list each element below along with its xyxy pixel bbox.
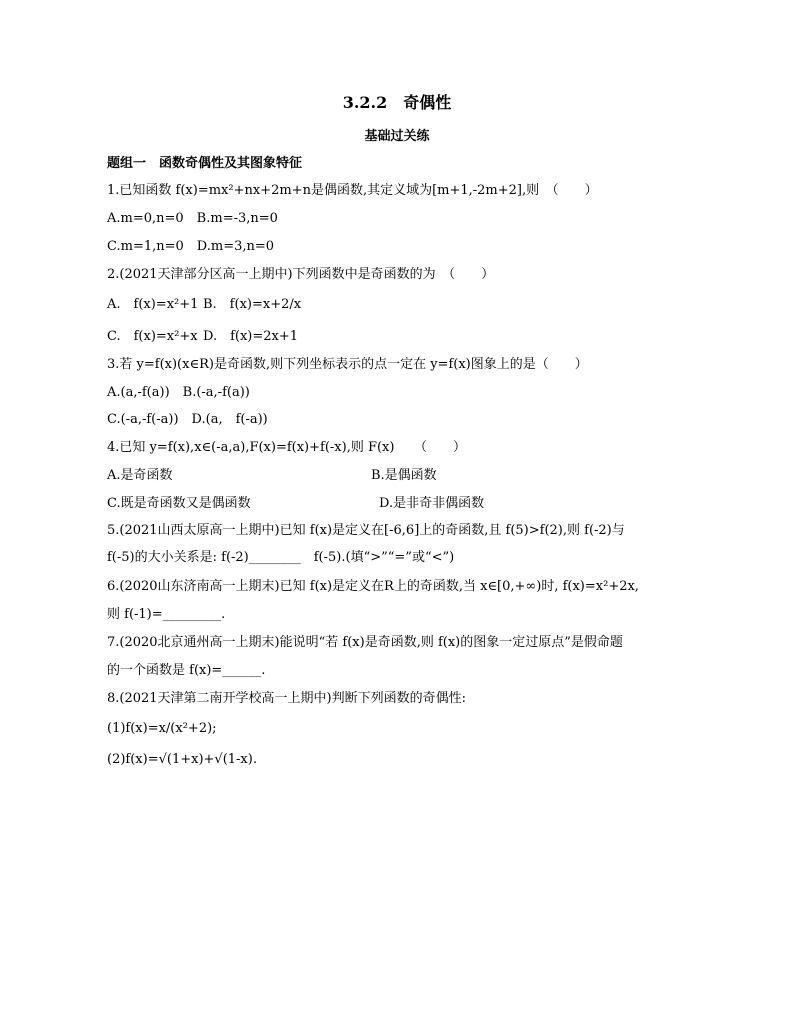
question-2-stem: 2.(2021天津部分区高一上期中)下列函数中是奇函数的为 （ ） bbox=[107, 267, 495, 282]
section-subtitle: 基础过关练 bbox=[364, 129, 430, 144]
question-4-option-d: D.是非奇非偶函数 bbox=[379, 496, 485, 511]
question-1-options-ab: A.m=0,n=0 B.m=-3,n=0 bbox=[107, 211, 278, 226]
question-1-options-cd: C.m=1,n=0 D.m=3,n=0 bbox=[107, 239, 275, 254]
question-5-line-1: 5.(2021山西太原高一上期中)已知 f(x)是定义在[-6,6]上的奇函数,且 f(5)>f(2),则 f(-2)与 bbox=[107, 523, 625, 538]
question-1-stem: 1.已知函数 f(x)=mx²+nx+2m+n是偶函数,其定义域为[m+1,-2m+2],则 （ ） bbox=[107, 183, 598, 198]
question-2-option-b: B. f(x)=x+2/x bbox=[203, 297, 302, 312]
question-8-part-2: (2)f(x)=√(1+x)+√(1-x). bbox=[107, 752, 257, 767]
question-3-stem: 3.若 y=f(x)(x∈R)是奇函数,则下列坐标表示的点一定在 y=f(x)图象上的是（ ） bbox=[107, 357, 588, 372]
question-4-option-a: A.是奇函数 bbox=[107, 468, 173, 483]
question-7-line-1: 7.(2020北京通州高一上期末)能说明“若 f(x)是奇函数,则 f(x)的图象一定过原点”是假命题 bbox=[107, 635, 623, 650]
question-4-stem: 4.已知 y=f(x),x∈(-a,a),F(x)=f(x)+f(-x),则 F(x) （ ） bbox=[107, 440, 466, 455]
question-4-option-c: C.既是奇函数又是偶函数 bbox=[107, 496, 251, 511]
question-2-option-a: A. f(x)=x²+1 bbox=[107, 297, 199, 312]
question-4-option-b: B.是偶函数 bbox=[371, 468, 437, 483]
question-6-line-1: 6.(2020山东济南高一上期末)已知 f(x)是定义在R上的奇函数,当 x∈[0,+∞)时, f(x)=x²+2x, bbox=[107, 579, 639, 594]
question-7-line-2: 的一个函数是 f(x)=______. bbox=[107, 663, 266, 678]
group-heading: 题组一 函数奇偶性及其图象特征 bbox=[107, 156, 303, 171]
question-2-option-c: C. f(x)=x²+x bbox=[107, 329, 198, 344]
question-8-stem: 8.(2021天津第二南开学校高一上期中)判断下列函数的奇偶性: bbox=[107, 691, 467, 706]
question-2-option-d: D. f(x)=2x+1 bbox=[203, 329, 299, 344]
question-3-options-cd: C.(-a,-f(-a)) D.(a, f(-a)) bbox=[107, 412, 268, 427]
page-title: 3.2.2 奇偶性 bbox=[342, 93, 452, 112]
question-8-part-1: (1)f(x)=x/(x²+2); bbox=[107, 721, 217, 736]
question-5-line-2: f(-5)的大小关系是: f(-2)________ f(-5).(填“>”“=”或“<”) bbox=[107, 550, 455, 565]
question-3-options-ab: A.(a,-f(a)) B.(-a,-f(a)) bbox=[107, 385, 250, 400]
question-6-line-2: 则 f(-1)=_________. bbox=[107, 607, 226, 622]
